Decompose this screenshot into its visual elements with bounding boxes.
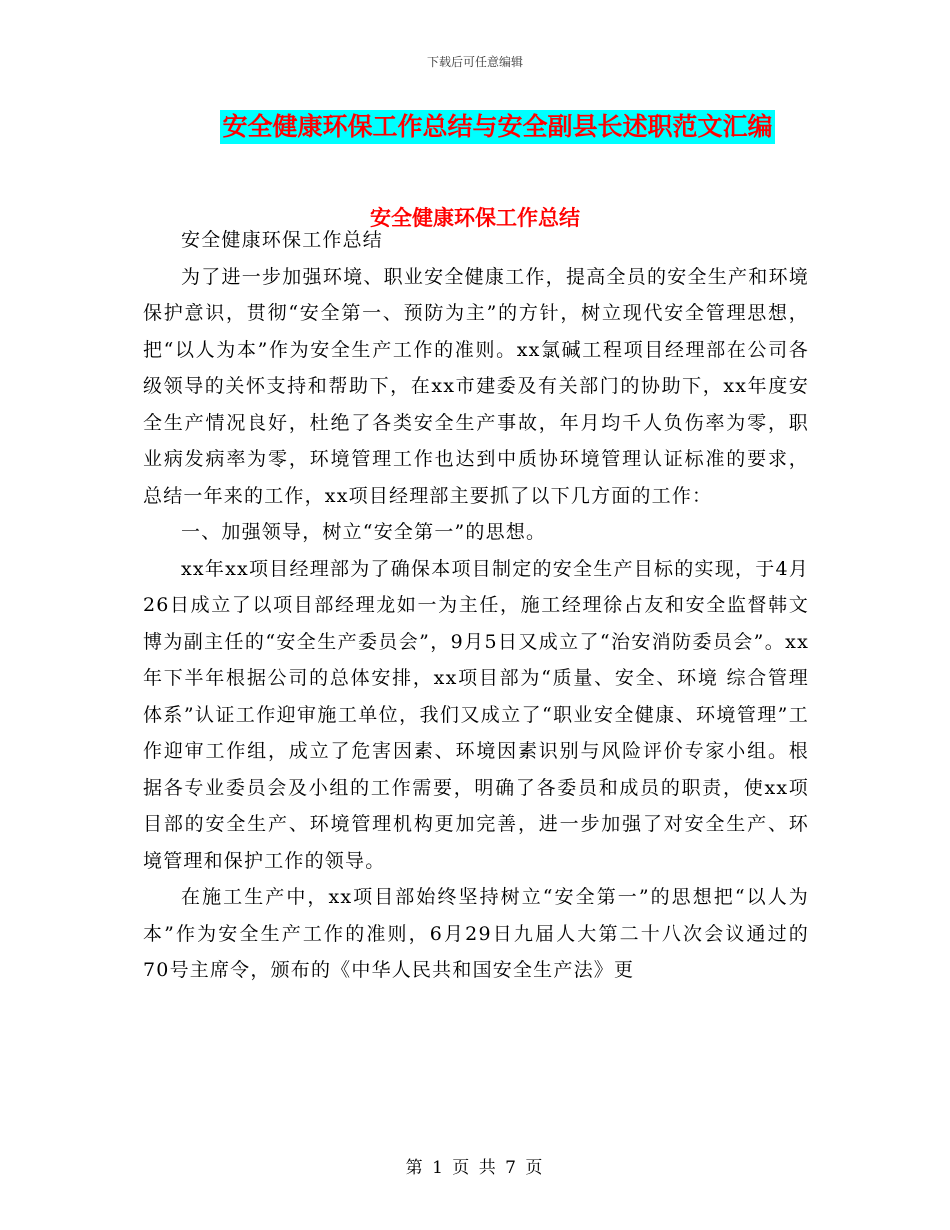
paragraph-construction: 在施工生产中，xx项目部始终坚持树立“安全第一”的思想把“以人为本”作为安全生产工作的准则，6月29日九届人大第二十八次会议通过的 70号主席令，颁布的《中华人民共和国安全生产法》更 (143, 886, 809, 981)
main-title-container (0, 110, 950, 144)
header-note: 下载后可任意编辑 (426, 55, 523, 69)
paragraph-heading: 安全健康环保工作总结 (181, 229, 384, 251)
document-body (143, 222, 809, 989)
paragraph-intro: 为了进一步加强环境、职业安全健康工作，提高全员的安全生产和环境保护意识，贯彻“安全第一、预防为主”的方针，树立现代安全管理思想，把“以人为本”作为安全生产工作的准则。xx氯碱工程项目经理部在公司各级领导的关怀支持和帮助下，在xx市建委及有关部门的协助下，xx年度安全生产情况良好，杜绝了各类安全生产事故，年月均千人负伤率为零，职业病发病率为零，环境管理工作也达到中质协环境管理认证标准的要求，总结一年来的工作，xx项目经理部主要抓了以下几方面的工作： (143, 265, 809, 507)
page-footer: 第 1 页 共 7 页 (405, 1158, 545, 1178)
paragraph-section-one-heading: 一、加强领导，树立“安全第一”的思想。 (181, 521, 547, 543)
section-title: 安全健康环保工作总结 (370, 206, 580, 230)
paragraph-committees: xx年xx项目经理部为了确保本项目制定的安全生产目标的实现，于4月26日成立了以项目部经理龙如一为主任，施工经理徐占友和安全监督韩文博为副主任的“安全生产委员会”，9月5日又成立了“治安消防委员会”。xx年下半年根据公司的总体安排，xx项目部为“质量、安全、环境 综合管理体系”认证工作迎审施工单位，我们又成立了“职业安全健康、环境管理”工作迎审工作组，成立了危害因素、环境因素识别与风险评价专家小组。根据各专业委员会及小组的工作需要，明确了各委员和成员的职责，使xx项目部的安全生产、环境管理机构更加完善，进一步加强了对安全生产、环境管理和保护工作的领导。 (143, 557, 809, 872)
document-main-title: 安全健康环保工作总结与安全副县长述职范文汇编 (220, 110, 774, 144)
